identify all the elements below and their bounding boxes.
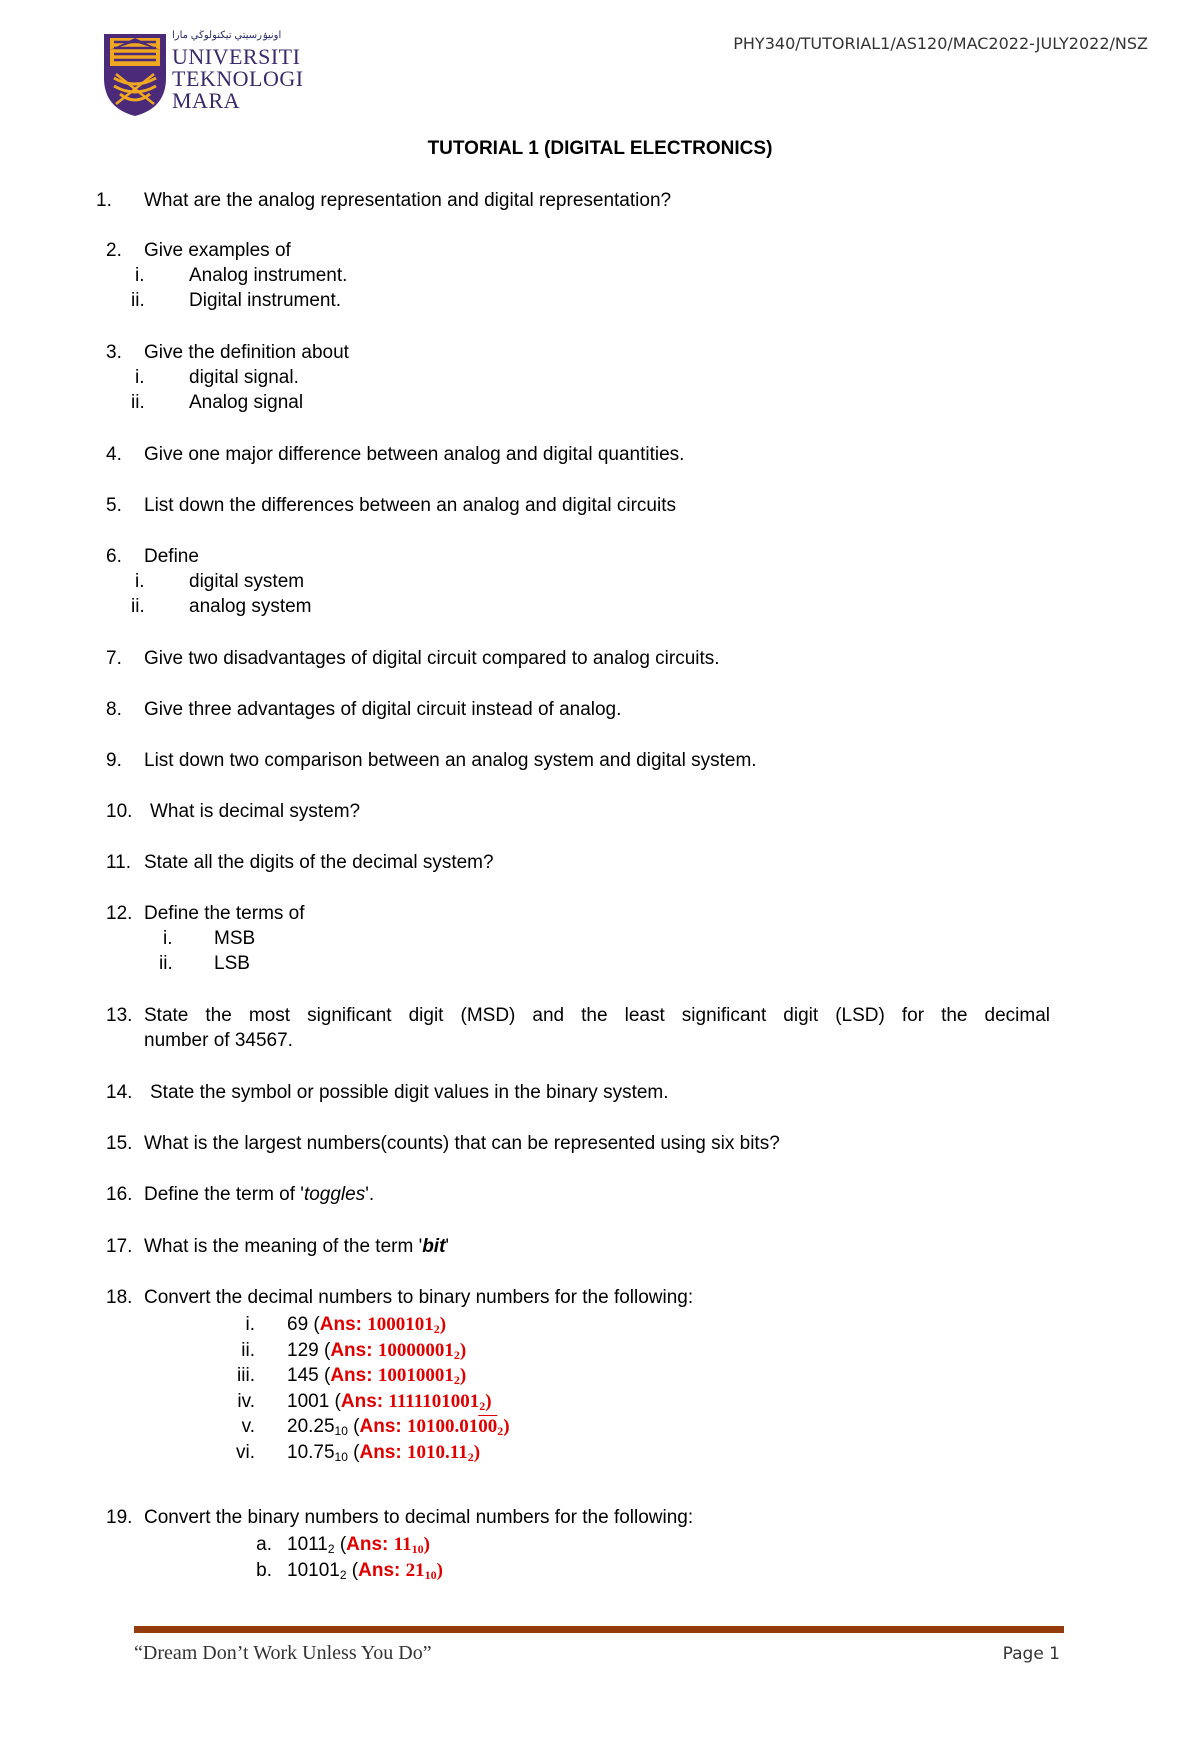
answer-value: 1000101 <box>367 1314 434 1335</box>
sub-item-number: ii. <box>131 392 145 413</box>
emphasized-term: toggles <box>303 1184 366 1205</box>
input-value: 145 <box>287 1365 319 1386</box>
sub-item-number: b. <box>256 1559 272 1581</box>
question-4-text: Give one major difference between analog and digital quantities. <box>144 444 685 465</box>
question-7-number: 7. <box>106 648 122 669</box>
question-19-text: Convert the binary numbers to decimal numbers for the following: <box>144 1507 694 1528</box>
answer-base: 2 <box>467 1449 474 1464</box>
question-16-number: 16. <box>106 1184 133 1205</box>
answer-base: 10 <box>411 1542 424 1556</box>
footer-divider <box>134 1626 1064 1633</box>
conversion-item: 69 (Ans: $1000101_2$) <box>287 1314 447 1336</box>
answer-label: Ans: <box>330 1365 373 1386</box>
input-value: 1011 <box>287 1534 328 1555</box>
logo-line-3: MARA <box>172 88 241 113</box>
input-value: 1001 <box>287 1390 330 1412</box>
sub-item-number: i. <box>135 571 145 592</box>
conversion-item: 1001 (Ans: $1111101001_2$) <box>287 1390 492 1413</box>
conversion-item: $1011_2$ (Ans: $11_{10}$) <box>287 1534 430 1556</box>
answer-base: 2 <box>453 1373 460 1387</box>
uitm-logo <box>100 28 304 118</box>
sub-item-number: vi. <box>236 1441 255 1463</box>
question-11-number: 11. <box>106 852 132 873</box>
course-code: PHY340/TUTORIAL1/AS120/MAC2022-JULY2022/NSZ <box>733 34 1148 53</box>
sub-item-text: Analog signal <box>189 392 304 413</box>
input-base: 10 <box>334 1449 348 1464</box>
answer-value: 11 <box>393 1534 412 1555</box>
sub-item-text: LSB <box>214 953 250 974</box>
question-16-text <box>144 1182 374 1208</box>
question-3-text: Give the definition about <box>144 342 349 363</box>
question-14-number: 14. <box>106 1082 133 1103</box>
answer-label: Ans: <box>340 1390 384 1412</box>
answer-label: Ans: <box>319 1314 362 1335</box>
sub-item-text: analog system <box>189 596 312 617</box>
sub-item-number: i. <box>163 928 173 949</box>
question-13-line-1: State the most significant digit (MSD) and the least significant digit (LSD) for the decimal <box>144 1005 1050 1026</box>
answer-value: 10000001 <box>377 1339 454 1361</box>
question-text: What are the analog representation and digital representation? <box>144 190 672 211</box>
answer-base: 10 <box>424 1567 437 1582</box>
question-number: 1. <box>96 190 112 211</box>
answer-label: Ans: <box>359 1416 402 1437</box>
document-title: TUTORIAL 1 (DIGITAL ELECTRONICS) <box>427 138 773 159</box>
footer-quote: “Dream Don’t Work Unless You Do” <box>134 1642 432 1664</box>
question-3-number: 3. <box>106 342 122 363</box>
logo-arabic-text: اونيۏرسيتي تيكنولوڬي مارا <box>172 30 282 41</box>
question-15-text: What is the largest numbers(counts) that can be represented using six bits? <box>144 1133 780 1154</box>
question-6-number: 6. <box>106 546 122 567</box>
question-17-number: 17. <box>106 1236 133 1257</box>
sub-item-text: digital system <box>189 571 305 592</box>
answer-base: 2 <box>479 1398 486 1413</box>
question-4-number: 4. <box>106 444 122 465</box>
question-18-number: 18. <box>106 1287 133 1308</box>
question-11-text: State all the digits of the decimal system? <box>144 852 494 873</box>
input-base: 10 <box>334 1424 348 1438</box>
answer-value: 1111101001 <box>388 1390 480 1412</box>
sub-item-number: a. <box>256 1534 272 1555</box>
question-14-text: State the symbol or possible digit values in the binary system. <box>150 1082 669 1103</box>
uitm-crest-icon <box>100 28 170 118</box>
question-2-text: Give examples of <box>144 240 291 261</box>
sub-item-number: v. <box>241 1416 255 1437</box>
sub-item-text: Analog instrument. <box>189 265 348 286</box>
question-5-number: 5. <box>106 495 122 516</box>
conversion-item: $20.25_{10}$ (Ans: $10100.0100_2$) <box>287 1416 510 1438</box>
logo-line-1: UNIVERSITI <box>172 44 301 69</box>
answer-value: 1010.11 <box>407 1441 468 1463</box>
logo-line-2: TEKNOLOGI <box>172 66 304 91</box>
sub-item-text: digital signal. <box>189 367 299 388</box>
question-17-text <box>144 1234 449 1260</box>
answer-base: 2 <box>453 1347 460 1362</box>
answer-repeating-digits: 00 <box>478 1416 498 1437</box>
question-1 <box>96 188 672 214</box>
question-10-text: What is decimal system? <box>150 801 361 822</box>
sub-item-number: ii. <box>131 290 145 311</box>
question-text-pre: Define the term of ' <box>144 1184 304 1205</box>
question-9-text: List down two comparison between an analog system and digital system. <box>144 750 757 771</box>
sub-item-number: iv. <box>237 1390 255 1412</box>
sub-item-number: ii. <box>131 596 145 617</box>
answer-value: 10010001 <box>377 1365 454 1386</box>
sub-item-number: i. <box>135 367 145 388</box>
question-15-number: 15. <box>106 1133 133 1154</box>
page-number: Page 1 <box>1002 1644 1060 1664</box>
question-text-pre: What is the meaning of the term ' <box>144 1236 423 1257</box>
question-text-post: ' <box>445 1236 450 1257</box>
conversion-item: 129 (Ans: $10000001_2$) <box>287 1339 467 1362</box>
input-value: 10.75 <box>287 1441 335 1463</box>
question-8-number: 8. <box>106 699 122 720</box>
question-text-post: '. <box>365 1184 375 1205</box>
answer-value: 10100.01 <box>407 1416 479 1437</box>
answer-label: Ans: <box>346 1534 389 1555</box>
question-13-number: 13. <box>106 1005 133 1026</box>
sub-item-number: iii. <box>237 1365 255 1386</box>
input-base: 2 <box>327 1542 335 1556</box>
conversion-item: 145 (Ans: $10010001_2$) <box>287 1365 467 1387</box>
input-base: 2 <box>339 1567 347 1582</box>
sub-item-text: MSB <box>214 928 256 949</box>
answer-label: Ans: <box>358 1559 401 1581</box>
answer-value: 21 <box>405 1559 425 1581</box>
input-value: 129 <box>287 1339 319 1361</box>
input-value: 69 <box>287 1314 309 1335</box>
question-5-text: List down the differences between an analog and digital circuits <box>144 495 676 516</box>
question-13-line-2: number of 34567. <box>144 1030 293 1051</box>
answer-label: Ans: <box>359 1441 402 1463</box>
sub-item-number: i. <box>245 1314 255 1335</box>
question-12-text: Define the terms of <box>144 903 305 924</box>
conversion-item: $10101_2$ (Ans: $21_{10}$) <box>287 1559 443 1582</box>
question-9-number: 9. <box>106 750 122 771</box>
sub-item-number: i. <box>135 265 145 286</box>
answer-base: 2 <box>433 1322 440 1336</box>
emphasized-term: bit <box>422 1236 446 1257</box>
question-19-number: 19. <box>106 1507 133 1528</box>
question-8-text: Give three advantages of digital circuit instead of analog. <box>144 699 622 720</box>
sub-item-number: ii. <box>241 1339 255 1361</box>
question-10-number: 10. <box>106 801 133 822</box>
input-value: 10101 <box>287 1559 340 1581</box>
input-value: 20.25 <box>287 1416 335 1437</box>
conversion-item: $10.75_{10}$ (Ans: $1010.11_2$) <box>287 1441 481 1464</box>
sub-item-text: Digital instrument. <box>189 290 342 311</box>
answer-base: 2 <box>497 1424 504 1438</box>
sub-item-number: ii. <box>159 953 173 974</box>
question-2-number: 2. <box>106 240 122 261</box>
question-7-text: Give two disadvantages of digital circuit compared to analog circuits. <box>144 648 720 669</box>
question-18-text: Convert the decimal numbers to binary numbers for the following: <box>144 1287 694 1308</box>
question-6-text: Define <box>144 546 199 567</box>
answer-label: Ans: <box>330 1339 373 1361</box>
question-12-number: 12. <box>106 903 133 924</box>
